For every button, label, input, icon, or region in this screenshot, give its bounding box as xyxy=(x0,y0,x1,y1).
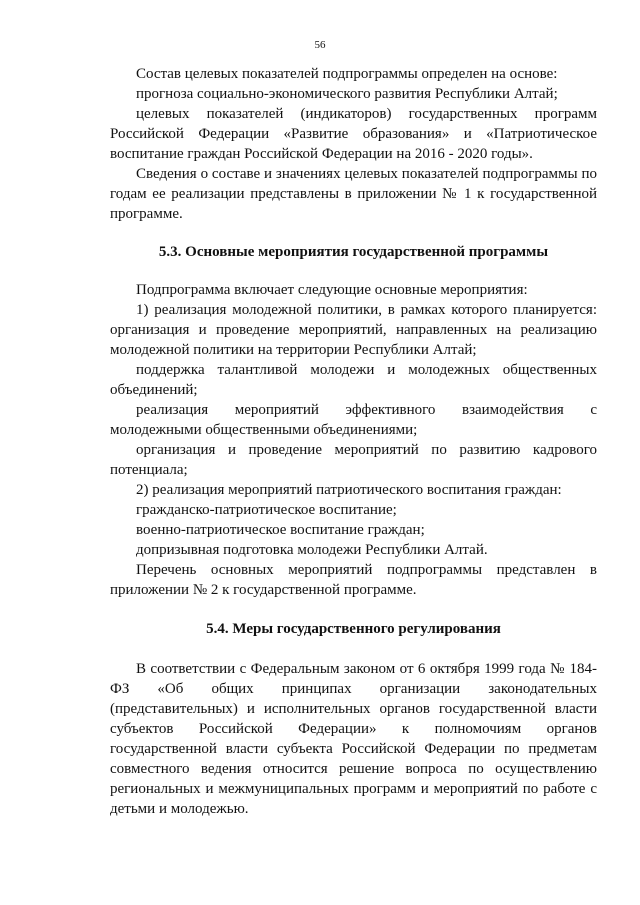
paragraph: Сведения о составе и значениях целевых показателей подпрограммы по годам ее реализации представлены в приложении № 1 к государственной программе. xyxy=(110,166,597,222)
paragraph: целевых показателей (индикаторов) государственных программ Российской Федерации «Развитие образования» и «Патриотическое воспитание граждан Российской Федерации на 2016 - 2020 годы». xyxy=(110,106,597,162)
paragraph: реализация мероприятий эффективного взаимодействия с молодежными общественными объединениями; xyxy=(110,402,597,438)
paragraph: 2) реализация мероприятий патриотического воспитания граждан: xyxy=(136,482,562,498)
page-number: 56 xyxy=(314,39,326,51)
paragraph: военно-патриотическое воспитание граждан; xyxy=(136,522,425,538)
section-heading: 5.3. Основные мероприятия государственной программы xyxy=(158,244,549,260)
paragraph: организация и проведение мероприятий по развитию кадрового потенциала; xyxy=(110,442,597,478)
paragraph: гражданско-патриотическое воспитание; xyxy=(136,502,397,518)
paragraph: Подпрограмма включает следующие основные мероприятия: xyxy=(136,282,528,298)
document-body xyxy=(110,64,597,819)
section-heading: 5.4. Меры государственного регулирования xyxy=(206,621,501,637)
paragraph: прогноза социально-экономического развития Республики Алтай; xyxy=(136,86,558,102)
paragraph: В соответствии с Федеральным законом от 6 октября 1999 года № 184-ФЗ «Об общих принципах организации законодательных (представительных) и исполнительных органов государственной власти субъектов Российской Федерации» к полномочиям органов государственной власти субъекта Российской Федерации по предметам совместного ведения относится решение вопроса по осуществлению региональных и межмуниципальных программ и мероприятий по работе с детьми и молодежью. xyxy=(110,661,597,817)
paragraph: допризывная подготовка молодежи Республики Алтай. xyxy=(136,542,488,558)
paragraph: Перечень основных мероприятий подпрограммы представлен в приложении № 2 к государственной программе. xyxy=(110,562,597,598)
paragraph: 1) реализация молодежной политики, в рамках которого планируется: организация и проведение мероприятий, направленных на реализацию молодежной политики на территории Республики Алтай; xyxy=(110,302,597,358)
paragraph: Состав целевых показателей подпрограммы определен на основе: xyxy=(136,66,558,82)
paragraph: поддержка талантливой молодежи и молодежных общественных объединений; xyxy=(110,362,597,398)
